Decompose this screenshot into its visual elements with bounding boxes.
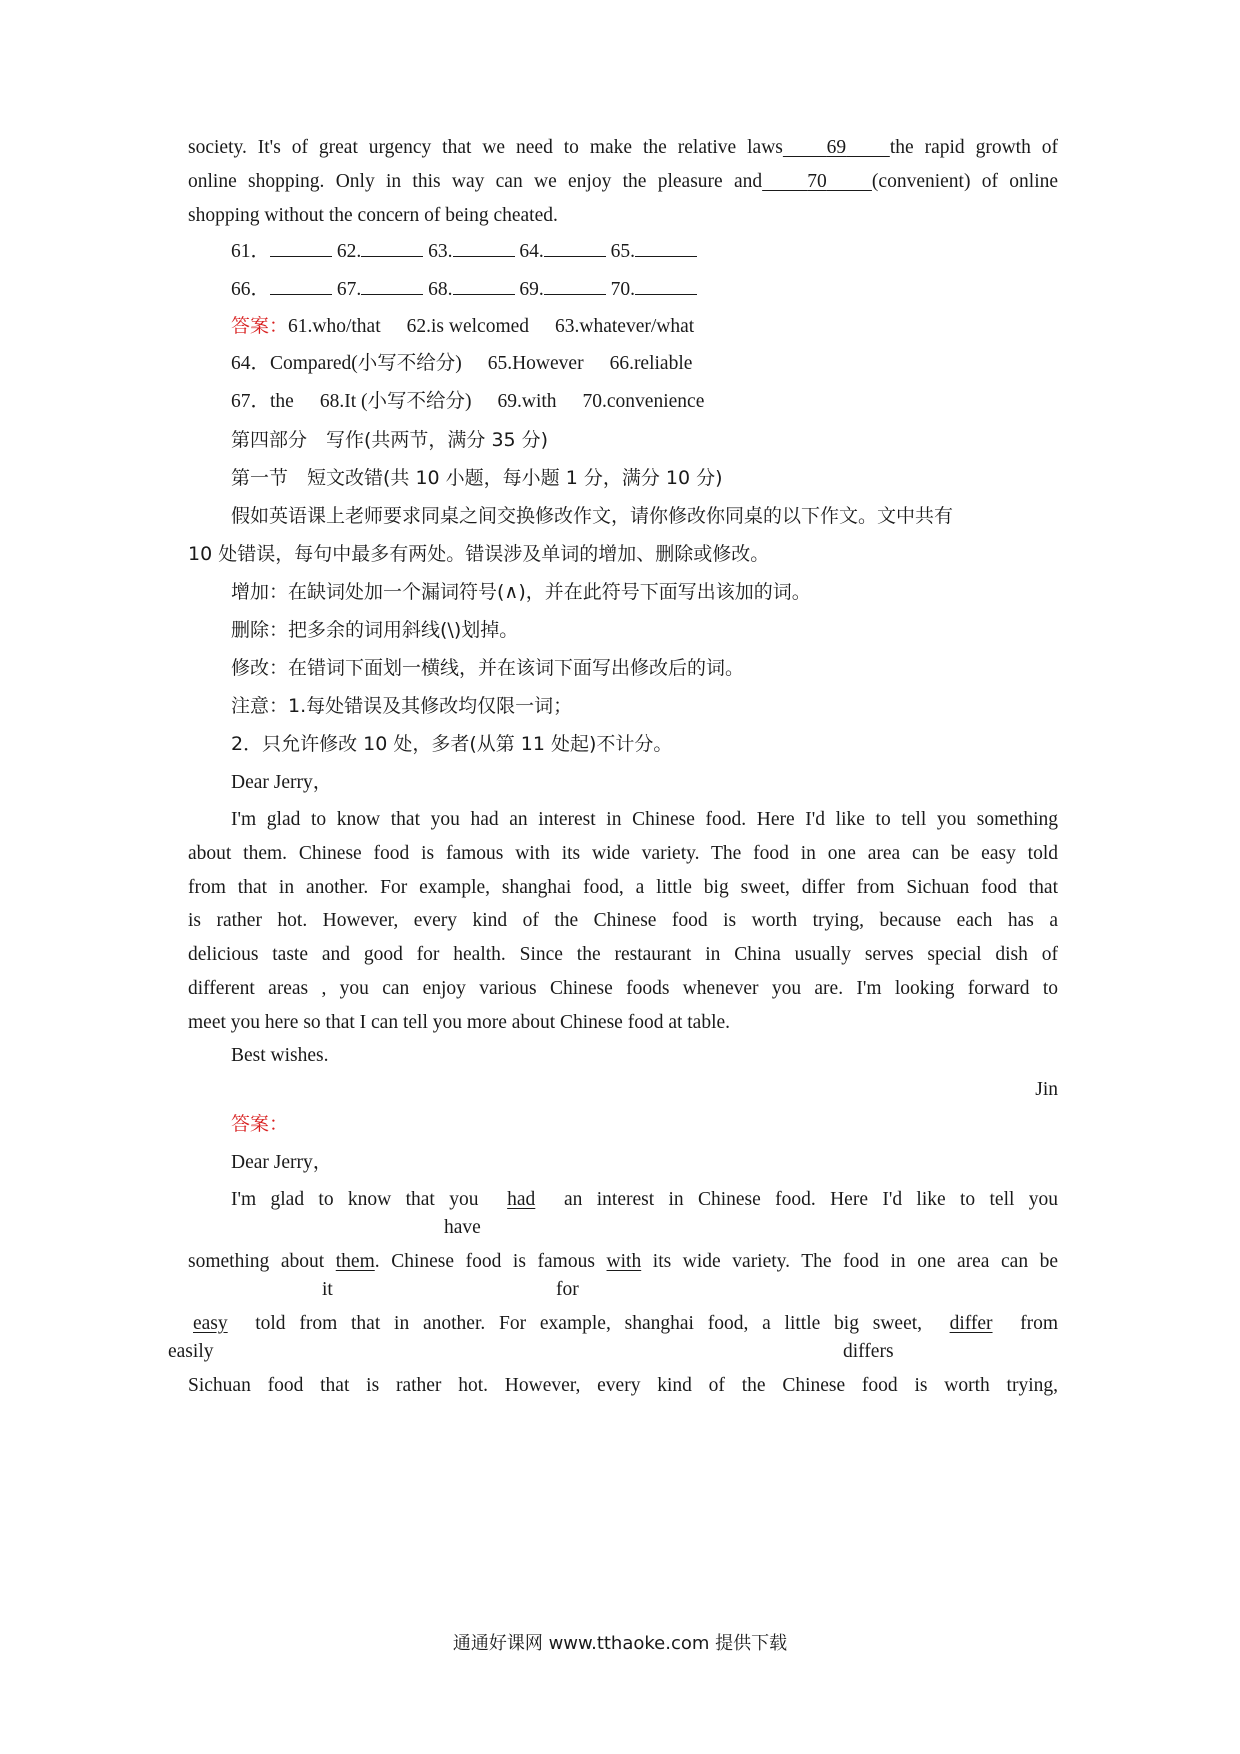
blank-number: 68. [428,279,453,300]
answer-line-1 [231,314,1058,339]
answer-greeting: Dear Jerry， [231,1152,333,1173]
answer-blank [544,238,606,257]
blank-number: 67. [336,279,362,300]
error-word: had [507,1189,536,1210]
letter-line: about them. Chinese food is famous with its wide variety. The food in one area can be easy told [188,843,1058,864]
blank-number: 63. [428,241,453,262]
blank-number: 70. [610,279,636,300]
error-word: them [335,1251,375,1272]
passage-text: online shopping. Only in this way can we enjoy the pleasure and [188,171,763,192]
letter-line: meet you here so that I can tell you more about Chinese food at table. [188,1012,731,1033]
answer-blank [453,276,515,295]
passage-line-3: shopping without the concern of being cheated. [188,205,558,226]
answer-blank [635,276,697,295]
corrected-text: told from that in another. For example, shanghai food, a little big sweet, [255,1313,923,1334]
passage-text: society. It's of great urgency that we need to make the relative laws [188,137,783,158]
answer-label: 答案： [231,1113,289,1135]
answer-item: 61.who/that [288,316,381,337]
instruction-line: 10 处错误，每句中最多有两处。错误涉及单词的增加、删除或修改。 [188,543,770,565]
error-word: with [606,1251,642,1272]
passage-line-2 [188,170,1058,194]
blank-number: 64. [519,241,544,262]
answer-blank [635,238,697,257]
corrected-line-2 [188,1250,1058,1274]
letter-line: different areas , you can enjoy various Chinese foods whenever you are. I'm looking forward to [188,978,1058,999]
page-footer: 通通好课网 www.tthaoke.com 提供下载 [452,1633,788,1654]
error-word: differ [949,1313,993,1334]
answer-label: 答案： [231,315,289,337]
answer-line-2 [231,352,1058,376]
corrected-text: something about [188,1251,325,1272]
error-word: easy [193,1313,228,1334]
blank-number: 62. [336,241,362,262]
corrected-line-4: Sichuan food that is rather hot. However, every kind of the Chinese food is worth trying, [188,1375,1058,1396]
answer-blank [361,238,423,257]
answer-item: 62.is welcomed [406,316,530,337]
blank-number: 61． [231,241,271,262]
corrected-line-3 [188,1312,1058,1336]
answer-item: 68.It (小写不给分) [319,391,472,412]
letter-line: is rather hot. However, every kind of the Chinese food is worth trying, because each has a [188,910,1058,931]
corrected-text: an interest in Chinese food. Here I'd like to tell you [563,1189,1059,1210]
note-line-1: 注意：1.每处错误及其修改均仅限一词； [231,695,573,717]
blank-row-2 [231,276,1058,302]
answer-item: 64．Compared(小写不给分) [231,353,462,374]
letter-line: from that in another. For example, shanghai food, a little big sweet, differ from Sichuan food that [188,877,1058,898]
letter-line: delicious taste and good for health. Since the restaurant in China usually serves special dish of [188,944,1058,965]
letter-closing: Best wishes. [231,1045,329,1066]
blank-number: 69. [519,279,544,300]
corrected-text: . Chinese food is famous [374,1251,595,1272]
answer-line-3 [231,390,1058,414]
corrected-text: from [1020,1313,1059,1334]
correction-word: for [556,1279,579,1300]
correction-word: have [444,1217,481,1238]
instruction-modify: 修改：在错词下面划一横线，并在该词下面写出修改后的词。 [231,657,745,679]
correction-word: differs [843,1341,894,1362]
passage-line-1 [188,136,1058,160]
answer-blank [544,276,606,295]
answer-blank [270,276,332,295]
answer-blank [270,238,332,257]
section-heading: 第四部分 写作(共两节，满分 35 分) [231,429,549,451]
answer-item: 66.reliable [609,353,693,374]
letter-signature: Jin [1035,1079,1058,1100]
passage-text: the rapid growth of [889,137,1058,158]
blank-69: 69 [826,137,847,158]
answer-blank [453,238,515,257]
correction-word: it [322,1279,333,1300]
answer-item: 69.with [497,391,557,412]
blank-number: 66． [231,279,271,300]
answer-blank [361,276,423,295]
blank-row-1 [231,238,1058,264]
blank-number: 65. [610,241,636,262]
note-line-2: 2．只允许修改 10 处，多者(从第 11 处起)不计分。 [231,733,673,755]
answer-item: 63.whatever/what [555,316,695,337]
letter-greeting: Dear Jerry， [231,772,333,793]
instruction-line: 假如英语课上老师要求同桌之间交换修改作文，请你修改你同桌的以下作文。文中共有 [231,505,954,527]
instruction-add: 增加：在缺词处加一个漏词符号(∧)，并在此符号下面写出该加的词。 [231,581,811,603]
subsection-heading: 第一节 短文改错(共 10 小题，每小题 1 分，满分 10 分) [231,467,723,489]
corrected-text: its wide variety. The food in one area can be [652,1251,1059,1272]
answer-item: 65.However [487,353,584,374]
blank-70: 70 [807,171,827,192]
corrected-text: I'm glad to know that you [231,1189,479,1210]
instruction-delete: 删除：把多余的词用斜线(\)划掉。 [231,619,519,641]
answer-item: 70.convenience [582,391,705,412]
letter-line: I'm glad to know that you had an interest in Chinese food. Here I'd like to tell you something [231,809,1058,830]
passage-text: (convenient) of online [871,171,1059,192]
answer-item: 67．the [231,391,294,412]
corrected-line-1 [231,1188,1058,1212]
correction-word: easily [168,1341,214,1362]
